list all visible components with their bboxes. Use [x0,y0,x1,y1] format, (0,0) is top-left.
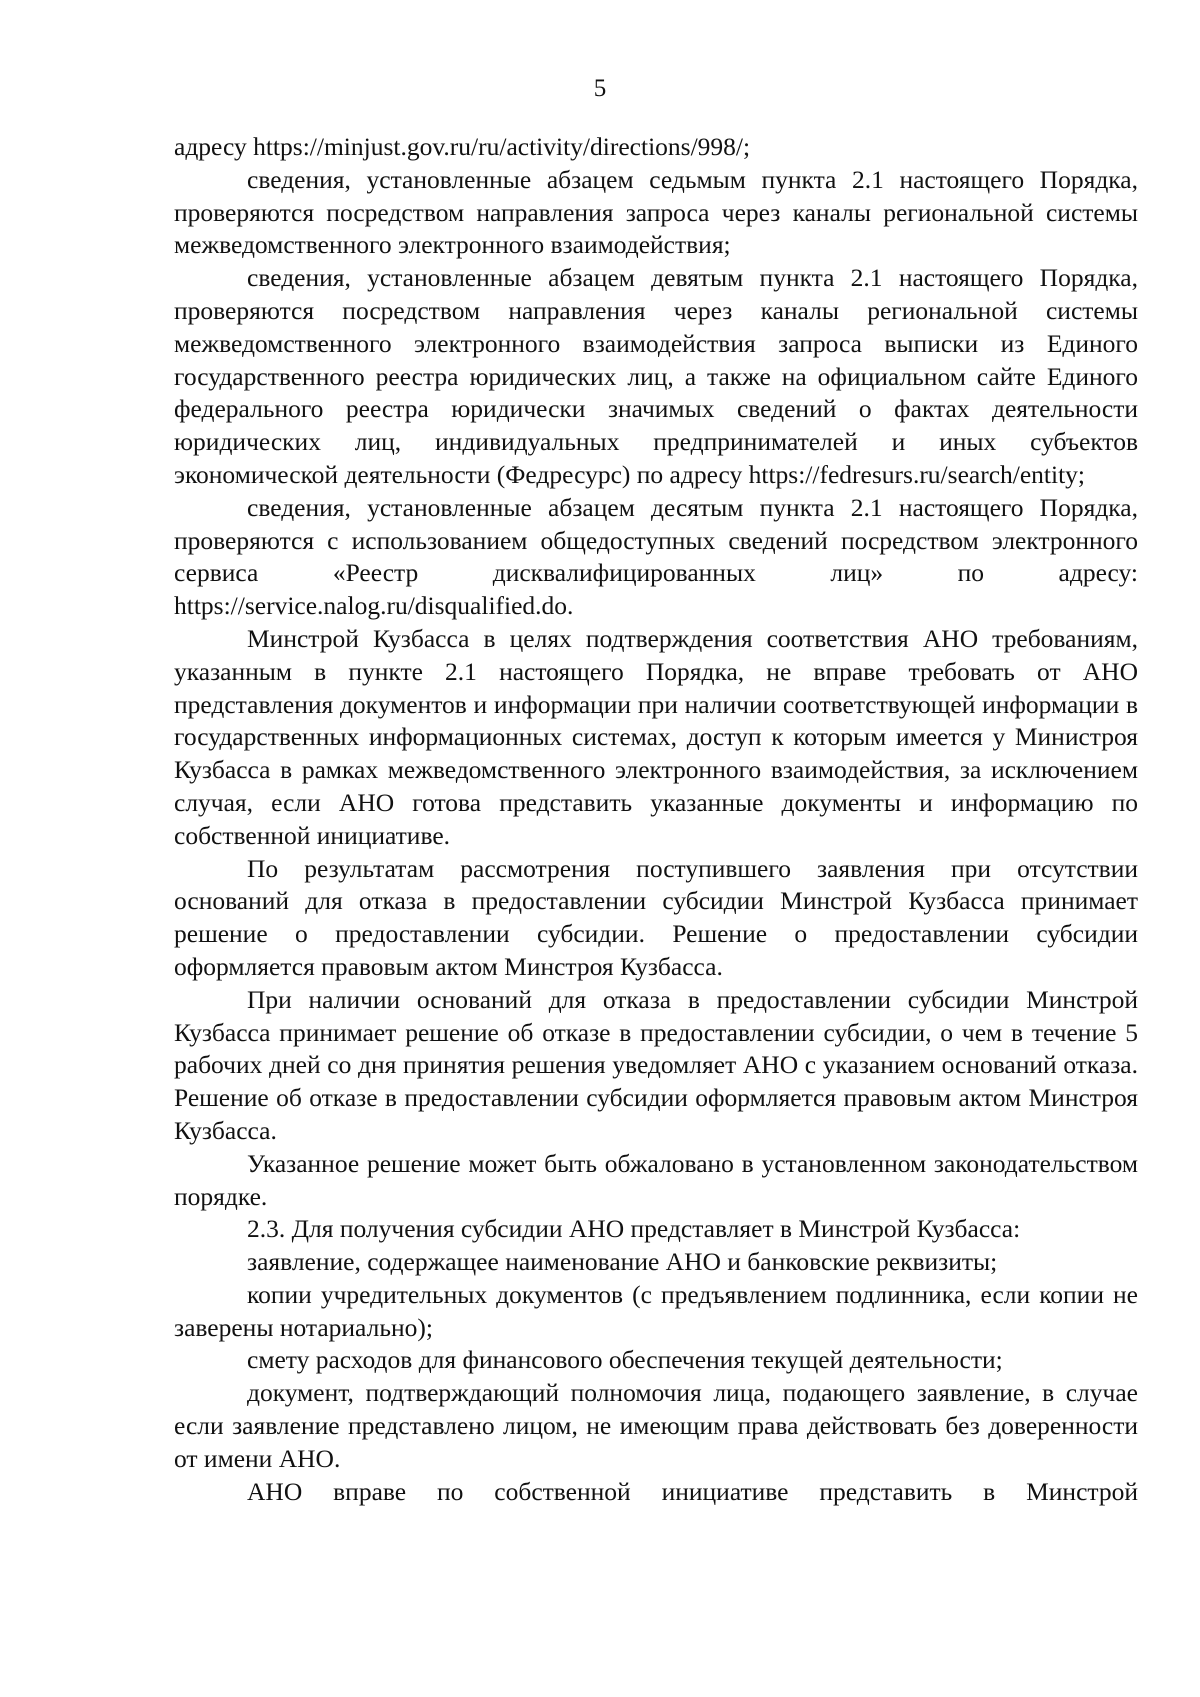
paragraph-14: АНО вправе по собственной инициативе представить в Минстрой [247,1476,1138,1506]
page-number: 5 [593,75,607,102]
paragraph-8: Указанное решение может быть обжаловано в установленном законодательством порядке. [174,1148,1138,1211]
paragraph-10: заявление, содержащее наименование АНО и банковские реквизиты; [247,1247,998,1277]
document-body [174,131,1138,1508]
paragraph-9: 2.3. Для получения субсидии АНО представляет в Минстрой Кузбасса: [247,1214,1021,1244]
paragraph-3: сведения, установленные абзацем девятым пункта 2.1 настоящего Порядка, проверяются посредством направления через каналы региональной системы межведомственного электронного взаимодействия запроса выписки из Единого государственного реестра юридических лиц, а также на официальном сайте Единого федерального реестра юридически значимых сведений о фактах деятельности юридических лиц, индивидуальных предпринимателей и иных субъектов экономической деятельности (Федресурс) по адресу https://fedresurs.ru/search/entity; [174,263,1138,489]
paragraph-7: При наличии оснований для отказа в предоставлении субсидии Минстрой Кузбасса принимает решение об отказе в предоставлении субсидии, о чем в течение 5 рабочих дней со дня принятия решения уведомляет АНО с указанием оснований отказа. Решение об отказе в предоставлении субсидии оформляется правовым актом Минстроя Кузбасса. [174,984,1138,1145]
paragraph-2: сведения, установленные абзацем седьмым пункта 2.1 настоящего Порядка, проверяются посредством направления запроса через каналы региональной системы межведомственного электронного взаимодействия; [174,164,1138,260]
paragraph-12: смету расходов для финансового обеспечения текущей деятельности; [247,1345,1003,1375]
paragraph-5: Минстрой Кузбасса в целях подтверждения соответствия АНО требованиям, указанным в пункте 2.1 настоящего Порядка, не вправе требовать от АНО представления документов и информации при наличии соответствующей информации в государственных информационных системах, доступ к которым имеется у Министроя Кузбасса в рамках межведомственного электронного взаимодействия, за исключением случая, если АНО готова представить указанные документы и информацию по собственной инициативе. [174,623,1138,850]
paragraph-1: адресу https://minjust.gov.ru/ru/activity/directions/998/; [174,132,751,161]
paragraph-4: сведения, установленные абзацем десятым пункта 2.1 настоящего Порядка, проверяются с использованием общедоступных сведений посредством электронного сервиса «Реестр дисквалифицированных лиц» по адресу: https://service.nalog.ru/disqualified.do. [174,492,1138,621]
paragraph-11: копии учредительных документов (с предъявлением подлинника, если копии не заверены нотариально); [174,1279,1138,1342]
paragraph-13: документ, подтверждающий полномочия лица, подающего заявление, в случае если заявление представлено лицом, не имеющим права действовать без доверенности от имени АНО. [174,1378,1138,1473]
paragraph-6: По результатам рассмотрения поступившего заявления при отсутствии оснований для отказа в предоставлении субсидии Минстрой Кузбасса принимает решение о предоставлении субсидии. Решение о предоставлении субсидии оформляется правовым актом Минстроя Кузбасса. [174,853,1138,981]
